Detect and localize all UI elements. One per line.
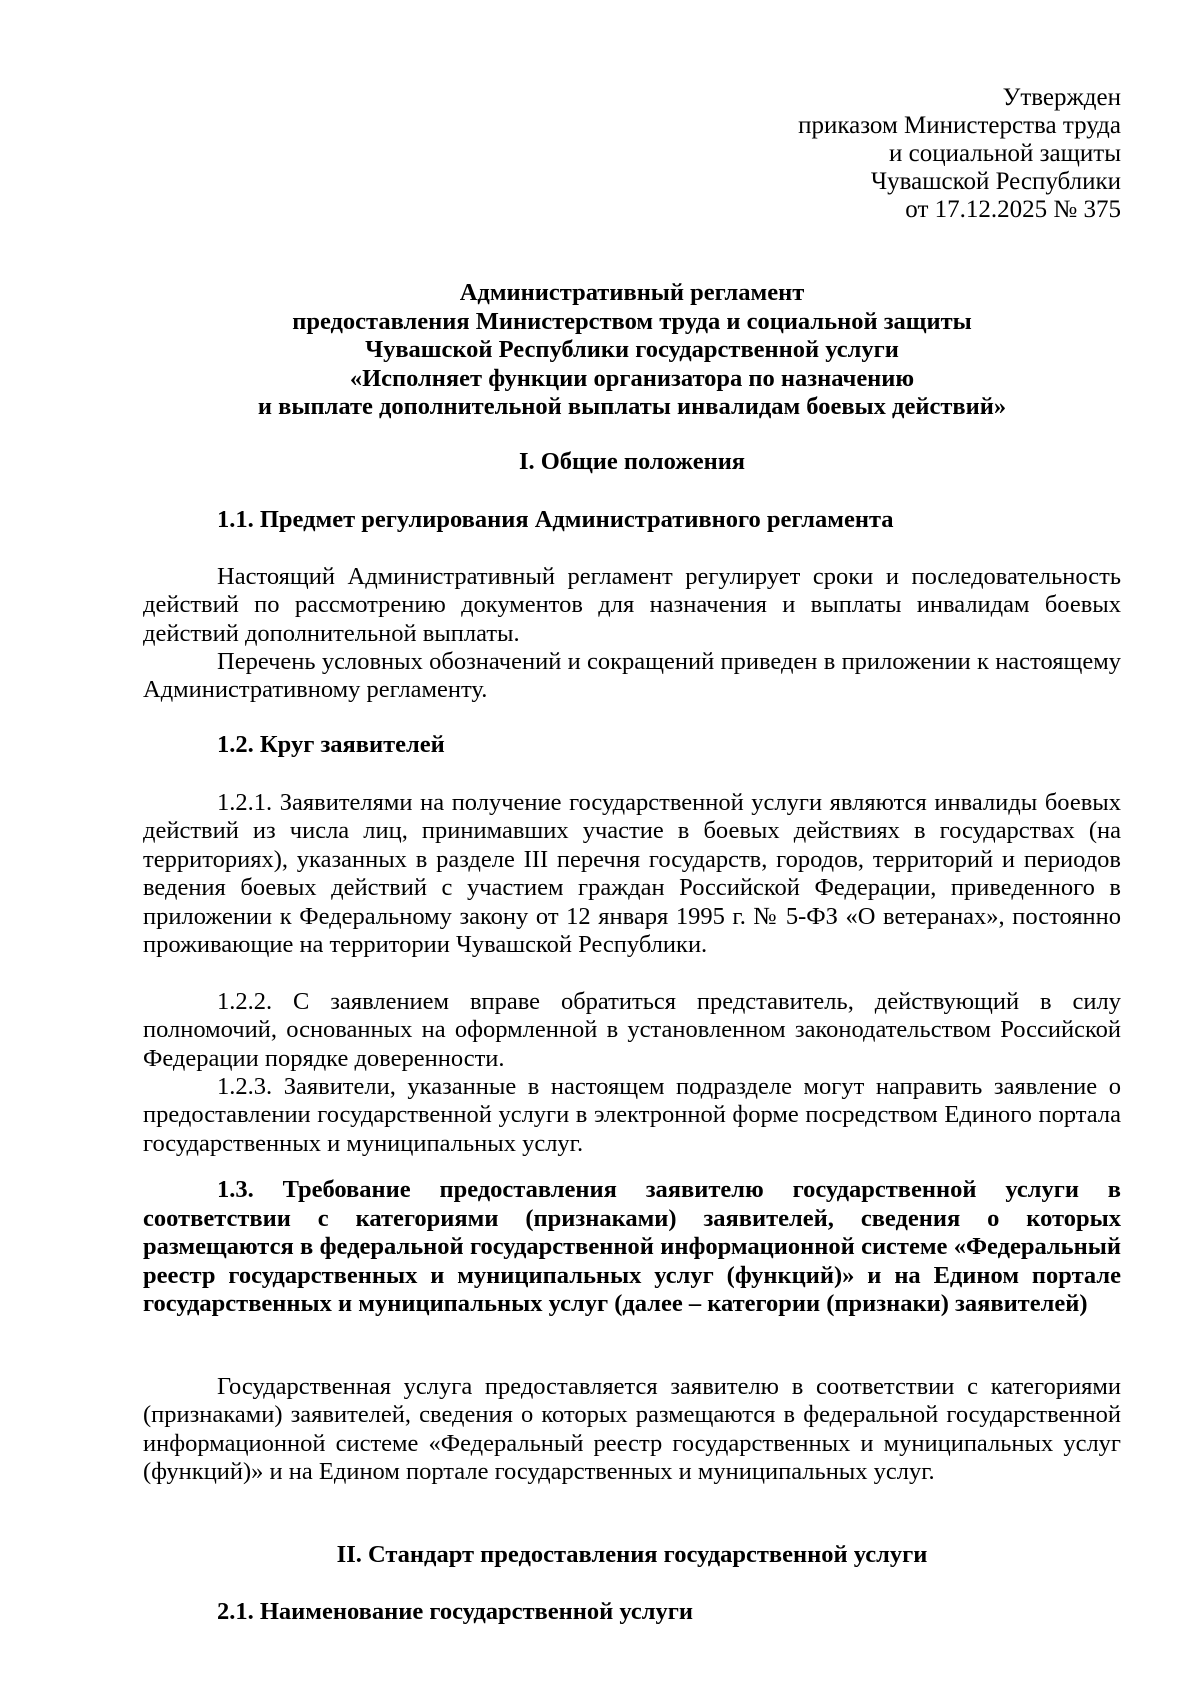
title-line: предоставления Министерством труда и социальной защиты — [292, 307, 972, 335]
approval-block — [798, 84, 1121, 224]
subsection-2-1-heading: 2.1. Наименование государственной услуги — [217, 1598, 693, 1625]
paragraph-1-2-1: 1.2.1. Заявителями на получение государственной услуги являются инвалиды боевых действий из числа лиц, принимавших участие в боевых действиях в государствах (на территориях), указанных в разделе III перечня государств, городов, территорий и периодов ведения боевых действий с участием граждан Российской Федерации, приведенного в приложении к Федеральному закону от 12 января 1995 г. № 5-ФЗ «О ветеранах», постоянно проживающие на территории Чувашской Республики. — [143, 789, 1121, 959]
document-title — [143, 279, 1121, 422]
approval-line: Чувашской Республики — [870, 168, 1121, 195]
subsection-1-1-heading: 1.1. Предмет регулирования Административного регламента — [217, 506, 894, 533]
paragraph-1-2-2: 1.2.2. С заявлением вправе обратиться представитель, действующий в силу полномочий, основанных на оформленной в установленном законодательством Российской Федерации порядке доверенности. — [143, 988, 1121, 1072]
title-line: Чувашской Республики государственной услуги — [365, 336, 899, 363]
paragraph-1-1-a: Настоящий Административный регламент регулирует сроки и последовательность действий по рассмотрению документов для назначения и выплаты инвалидам боевых действий дополнительной выплаты. — [143, 563, 1121, 647]
approval-line: и социальной защиты — [888, 140, 1121, 167]
section-1-heading: I. Общие положения — [518, 448, 746, 475]
approval-line: Утвержден — [1002, 84, 1121, 111]
approval-line: приказом Министерства труда — [798, 112, 1121, 139]
approval-date-line: от 17.12.2025 № 375 — [905, 196, 1121, 223]
paragraph-1-3: Государственная услуга предоставляется заявителю в соответствии с категориями (признаками) заявителей, сведения о которых размещаются в федеральной государственной информационной системе «Федеральный реестр государственных и муниципальных услуг (функций)» и на Едином портале государственных и муниципальных услуг. — [143, 1373, 1121, 1486]
title-line: «Исполняет функции организатора по назначению — [349, 364, 915, 392]
section-2-heading: II. Стандарт предоставления государственной услуги — [336, 1541, 928, 1568]
subsection-1-3-heading: 1.3. Требование предоставления заявителю государственной услуги в соответствии с категориями (признаками) заявителей, сведения о которых размещаются в федеральной государственной информационной системе «Федеральный реестр государственных и муниципальных услуг (функций)» и на Едином портале государственных и муниципальных услуг (далее – категории (признаки) заявителей) — [143, 1176, 1121, 1317]
paragraph-1-2-3: 1.2.3. Заявители, указанные в настоящем подразделе могут направить заявление о предоставлении государственной услуги в электронной форме посредством Единого портала государственных и муниципальных услуг. — [143, 1073, 1121, 1157]
paragraph-1-1-b: Перечень условных обозначений и сокращений приведен в приложении к настоящему Административному регламенту. — [143, 648, 1121, 704]
subsection-1-2-heading: 1.2. Круг заявителей — [217, 731, 445, 758]
document-page — [143, 0, 1121, 1697]
title-line: Административный регламент — [459, 279, 805, 306]
title-line: и выплате дополнительной выплаты инвалидам боевых действий» — [257, 393, 1007, 420]
